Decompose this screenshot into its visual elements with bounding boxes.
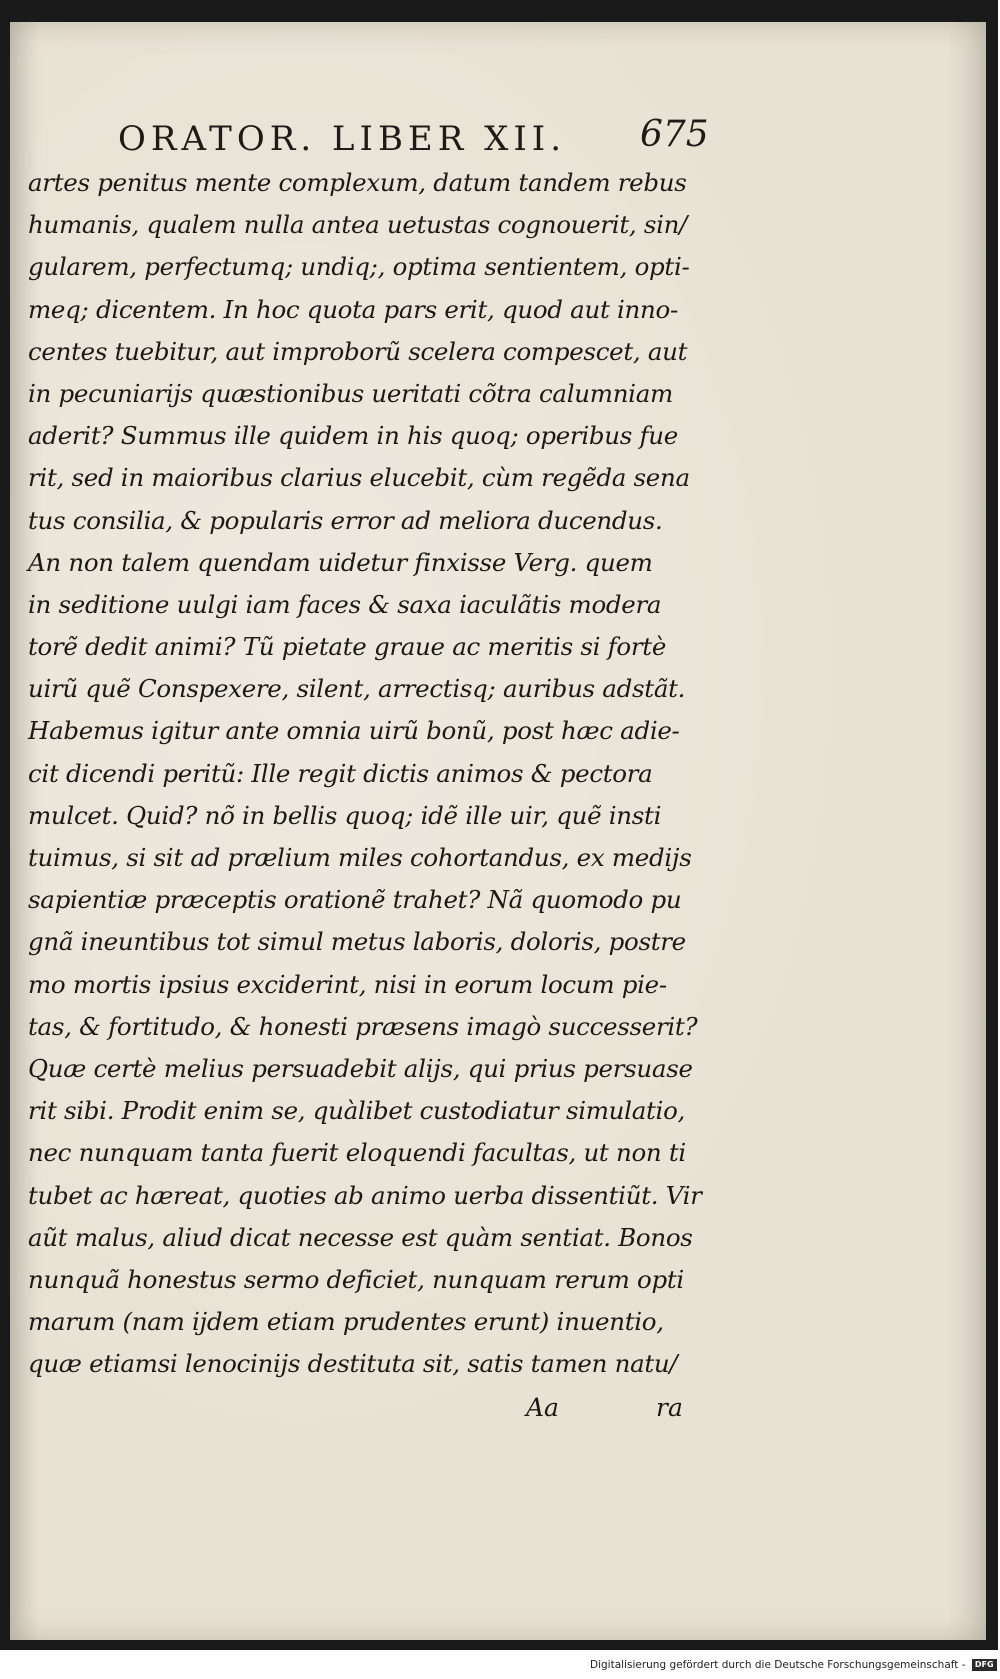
dfg-logo-badge[interactable]: DFG bbox=[972, 1659, 997, 1671]
text-line: An non talem quendam uidetur finxisse Verg. quem bbox=[28, 547, 653, 577]
text-line: Quæ certè melius persuadebit alijs, qui prius persuase bbox=[28, 1053, 693, 1083]
text-line: in pecuniarijs quæstionibus ueritati cõtra calumniam bbox=[28, 378, 673, 408]
text-line: rit, sed in maioribus clarius elucebit, cùm regẽda sena bbox=[28, 463, 690, 493]
text-line: tubet ac hæreat, quoties ab animo uerba dissentiũt. Vir bbox=[28, 1180, 702, 1210]
text-line: nec nunquam tanta fuerit eloquendi facultas, ut non ti bbox=[28, 1138, 686, 1168]
text-line: tas, & fortitudo, & honesti præsens imagò successerit? bbox=[28, 1011, 698, 1041]
body-text bbox=[28, 162, 708, 1385]
text-line: mulcet. Quid? nõ in bellis quoq; idẽ ille uir, quẽ insti bbox=[28, 800, 662, 830]
text-line: nunquã honestus sermo deficiet, nunquam rerum opti bbox=[28, 1264, 684, 1294]
running-title: ORATOR. LIBER XII. bbox=[118, 119, 567, 159]
text-line: marum (nam ijdem etiam prudentes erunt) inuentio, bbox=[28, 1307, 664, 1337]
text-line: torẽ dedit animi? Tũ pietate graue ac meritis si fortè bbox=[28, 632, 667, 662]
text-line: gularem, perfectumq; undiq;, optima sentientem, opti- bbox=[28, 252, 690, 282]
text-line: humanis, qualem nulla antea uetustas cognouerit, sin/ bbox=[28, 210, 688, 240]
text-line: cit dicendi peritũ: Ille regit dictis animos & pectora bbox=[28, 758, 653, 788]
text-line: artes penitus mente complexum, datum tandem rebus bbox=[28, 168, 687, 197]
text-line: rit sibi. Prodit enim se, quàlibet custodiatur simulatio, bbox=[28, 1096, 686, 1126]
text-line: quæ etiamsi lenocinijs destituta sit, satis tamen natu/ bbox=[28, 1349, 678, 1379]
text-line: tus consilia, & popularis error ad meliora ducendus. bbox=[28, 505, 663, 535]
text-line: aũt malus, aliud dicat necesse est quàm sentiat. Bonos bbox=[28, 1222, 693, 1252]
text-line: centes tuebitur, aut improborũ scelera compescet, aut bbox=[28, 336, 688, 366]
text-line: in seditione uulgi iam faces & saxa iaculãtis modera bbox=[28, 589, 662, 619]
text-line: aderit? Summus ille quidem in his quoq; operibus fue bbox=[28, 421, 678, 451]
page-number: 675 bbox=[640, 114, 709, 155]
text-line: sapientiæ præceptis orationẽ trahet? Nã quomodo pu bbox=[28, 885, 682, 915]
text-line: meq; dicentem. In hoc quota pars erit, quod aut inno- bbox=[28, 294, 678, 324]
signature-mark: Aa bbox=[526, 1393, 559, 1422]
text-line: Habemus igitur ante omnia uirũ bonũ, post hæc adie- bbox=[28, 716, 680, 746]
attribution-text: Digitalisierung gefördert durch die Deutsche Forschungsgemeinschaft - bbox=[590, 1659, 966, 1671]
text-line: tuimus, si sit ad prælium miles cohortandus, ex medijs bbox=[28, 843, 692, 872]
catchword: ra bbox=[656, 1393, 683, 1422]
text-line: gnã ineuntibus tot simul metus laboris, doloris, postre bbox=[28, 927, 686, 957]
text-line: mo mortis ipsius exciderint, nisi in eorum locum pie- bbox=[28, 969, 667, 999]
text-line: uirũ quẽ Conspexere, silent, arrectisq; auribus adstãt. bbox=[28, 674, 686, 704]
attribution-bar bbox=[590, 1656, 995, 1674]
